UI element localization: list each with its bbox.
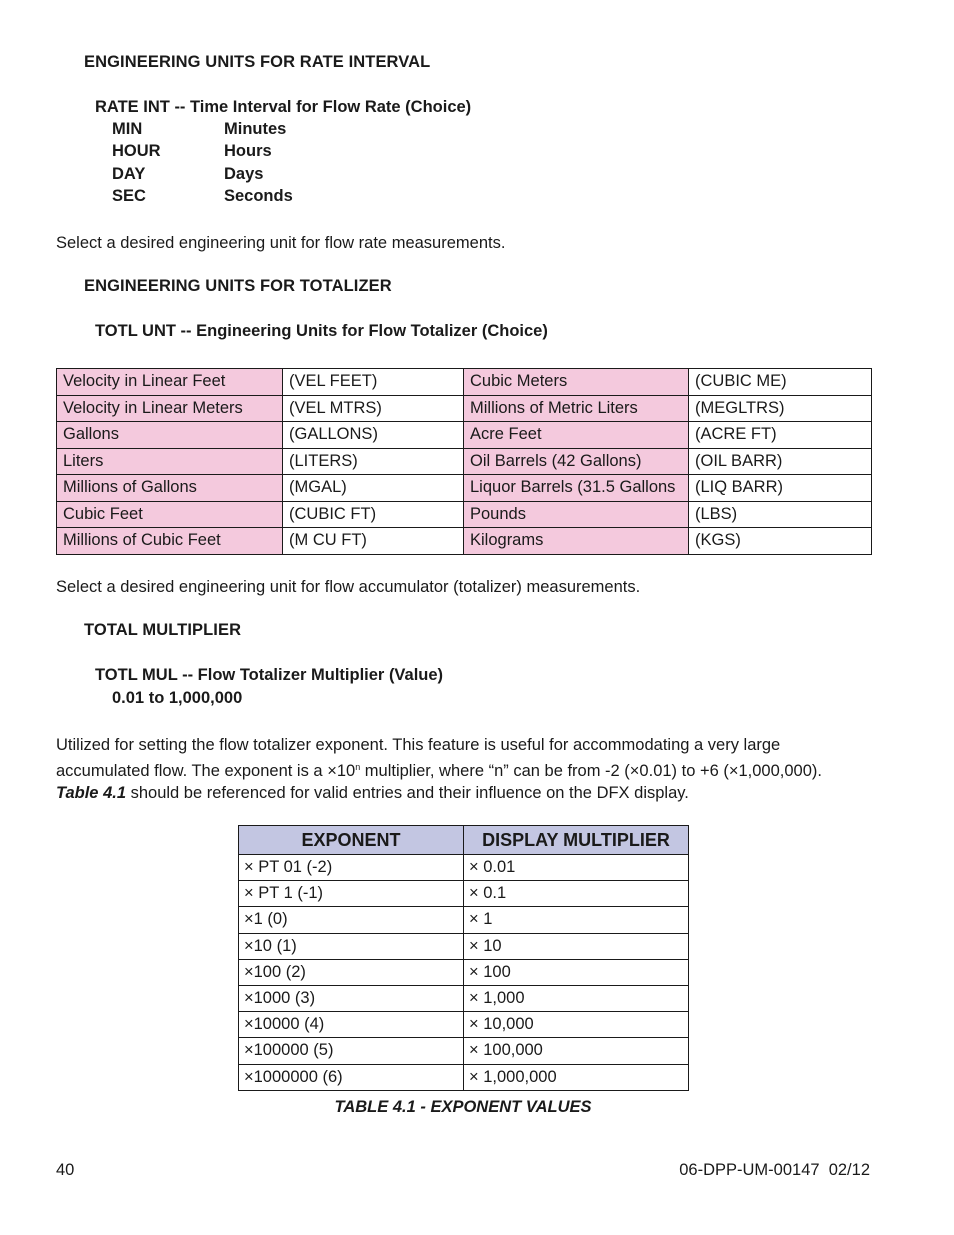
rate-interval-heading: ENGINEERING UNITS FOR RATE INTERVAL bbox=[84, 53, 431, 71]
rate-int-param-title: RATE INT -- Time Interval for Flow Rate (Choice) bbox=[95, 98, 472, 116]
unit-name-cell: Cubic Meters bbox=[464, 369, 689, 396]
unit-name-cell: Liters bbox=[57, 448, 283, 475]
rate-choice-row bbox=[112, 142, 272, 161]
multiplier-cell: × 100 bbox=[464, 959, 689, 985]
unit-code-cell: (MGAL) bbox=[283, 475, 464, 502]
exponent-cell: ×10000 (4) bbox=[239, 1012, 464, 1038]
unit-name-cell: Millions of Gallons bbox=[57, 475, 283, 502]
unit-name-cell: Kilograms bbox=[464, 528, 689, 555]
unit-name-cell: Millions of Metric Liters bbox=[464, 395, 689, 422]
paragraph-line: Utilized for setting the flow totalizer exponent. This feature is useful for accommodating a very large bbox=[56, 736, 781, 754]
document-id: 06-DPP-UM-00147 02/12 bbox=[679, 1161, 870, 1179]
column-header-display-multiplier: DISPLAY MULTIPLIER bbox=[464, 826, 689, 855]
exponent-cell: ×100000 (5) bbox=[239, 1038, 464, 1064]
paragraph-line bbox=[56, 756, 896, 782]
rate-choice-row bbox=[112, 120, 286, 139]
page-number: 40 bbox=[56, 1161, 75, 1179]
unit-code-cell: (OIL BARR) bbox=[689, 448, 872, 475]
choice-label: Seconds bbox=[224, 187, 293, 205]
table-row bbox=[239, 907, 689, 933]
table-header-row bbox=[239, 826, 689, 855]
totl-unt-param-title: TOTL UNT -- Engineering Units for Flow Totalizer (Choice) bbox=[95, 322, 548, 340]
unit-code-cell: (GALLONS) bbox=[283, 422, 464, 449]
unit-code-cell: (LIQ BARR) bbox=[689, 475, 872, 502]
multiplier-cell: × 1,000 bbox=[464, 985, 689, 1011]
multiplier-heading: TOTAL MULTIPLIER bbox=[84, 621, 242, 639]
table-row bbox=[239, 959, 689, 985]
rate-choice-row bbox=[112, 165, 263, 184]
unit-name-cell: Liquor Barrels (31.5 Gallons bbox=[464, 475, 689, 502]
paragraph-text: multiplier, where “n” can be from -2 (×0.01) to +6 (×1,000,000). bbox=[360, 762, 822, 780]
multiplier-cell: × 1 bbox=[464, 907, 689, 933]
paragraph-line bbox=[56, 782, 896, 804]
exponent-cell: × PT 1 (-1) bbox=[239, 881, 464, 907]
table-row bbox=[239, 933, 689, 959]
table-reference: Table 4.1 bbox=[56, 784, 127, 802]
totalizer-description: Select a desired engineering unit for flow accumulator (totalizer) measurements. bbox=[56, 578, 641, 596]
table-row bbox=[239, 985, 689, 1011]
unit-code-cell: (ACRE FT) bbox=[689, 422, 872, 449]
table-row bbox=[239, 1012, 689, 1038]
unit-name-cell: Velocity in Linear Feet bbox=[57, 369, 283, 396]
multiplier-cell: × 0.01 bbox=[464, 855, 689, 881]
unit-name-cell: Cubic Feet bbox=[57, 501, 283, 528]
choice-code: SEC bbox=[112, 187, 146, 205]
exponent-cell: ×1 (0) bbox=[239, 907, 464, 933]
paragraph-text: should be referenced for valid entries and their influence on the DFX display. bbox=[126, 784, 689, 802]
choice-code: HOUR bbox=[112, 142, 161, 160]
multiplier-cell: × 10,000 bbox=[464, 1012, 689, 1038]
unit-name-cell: Pounds bbox=[464, 501, 689, 528]
unit-code-cell: (VEL MTRS) bbox=[283, 395, 464, 422]
table-row bbox=[57, 475, 872, 502]
unit-name-cell: Velocity in Linear Meters bbox=[57, 395, 283, 422]
multiplier-cell: × 0.1 bbox=[464, 881, 689, 907]
column-header-exponent: EXPONENT bbox=[239, 826, 464, 855]
choice-code: MIN bbox=[112, 120, 143, 138]
rate-choice-row bbox=[112, 187, 293, 206]
unit-code-cell: (M CU FT) bbox=[283, 528, 464, 555]
multiplier-cell: × 10 bbox=[464, 933, 689, 959]
multiplier-cell: × 100,000 bbox=[464, 1038, 689, 1064]
multiplier-range: 0.01 to 1,000,000 bbox=[112, 689, 243, 707]
totalizer-units-table bbox=[56, 368, 872, 555]
multiplier-description bbox=[56, 734, 896, 804]
unit-code-cell: (KGS) bbox=[689, 528, 872, 555]
superscript-n: n bbox=[355, 762, 361, 772]
choice-code: DAY bbox=[112, 165, 146, 183]
table-row bbox=[239, 855, 689, 881]
table-row bbox=[57, 422, 872, 449]
unit-name-cell: Acre Feet bbox=[464, 422, 689, 449]
table-row bbox=[57, 369, 872, 396]
unit-code-cell: (LITERS) bbox=[283, 448, 464, 475]
table-row bbox=[57, 501, 872, 528]
totalizer-heading: ENGINEERING UNITS FOR TOTALIZER bbox=[84, 277, 392, 295]
table-row bbox=[57, 395, 872, 422]
exponent-table-caption: TABLE 4.1 - EXPONENT VALUES bbox=[334, 1098, 592, 1116]
unit-name-cell: Gallons bbox=[57, 422, 283, 449]
exponent-cell: × PT 01 (-2) bbox=[239, 855, 464, 881]
table-row bbox=[239, 1064, 689, 1090]
table-row bbox=[239, 1038, 689, 1064]
exponent-cell: ×1000000 (6) bbox=[239, 1064, 464, 1090]
choice-label: Hours bbox=[224, 142, 272, 160]
totl-mul-param-title: TOTL MUL -- Flow Totalizer Multiplier (Value) bbox=[95, 666, 444, 684]
paragraph-text: accumulated flow. The exponent is a ×10 bbox=[56, 762, 356, 780]
rate-interval-description: Select a desired engineering unit for flow rate measurements. bbox=[56, 234, 506, 252]
table-row bbox=[57, 528, 872, 555]
choice-label: Days bbox=[224, 165, 264, 183]
multiplier-cell: × 1,000,000 bbox=[464, 1064, 689, 1090]
choice-label: Minutes bbox=[224, 120, 287, 138]
unit-code-cell: (VEL FEET) bbox=[283, 369, 464, 396]
table-row bbox=[57, 448, 872, 475]
table-row bbox=[239, 881, 689, 907]
exponent-cell: ×1000 (3) bbox=[239, 985, 464, 1011]
exponent-cell: ×100 (2) bbox=[239, 959, 464, 985]
unit-code-cell: (MEGLTRS) bbox=[689, 395, 872, 422]
unit-code-cell: (CUBIC FT) bbox=[283, 501, 464, 528]
unit-name-cell: Oil Barrels (42 Gallons) bbox=[464, 448, 689, 475]
unit-name-cell: Millions of Cubic Feet bbox=[57, 528, 283, 555]
exponent-table bbox=[238, 825, 689, 1091]
unit-code-cell: (LBS) bbox=[689, 501, 872, 528]
unit-code-cell: (CUBIC ME) bbox=[689, 369, 872, 396]
exponent-cell: ×10 (1) bbox=[239, 933, 464, 959]
